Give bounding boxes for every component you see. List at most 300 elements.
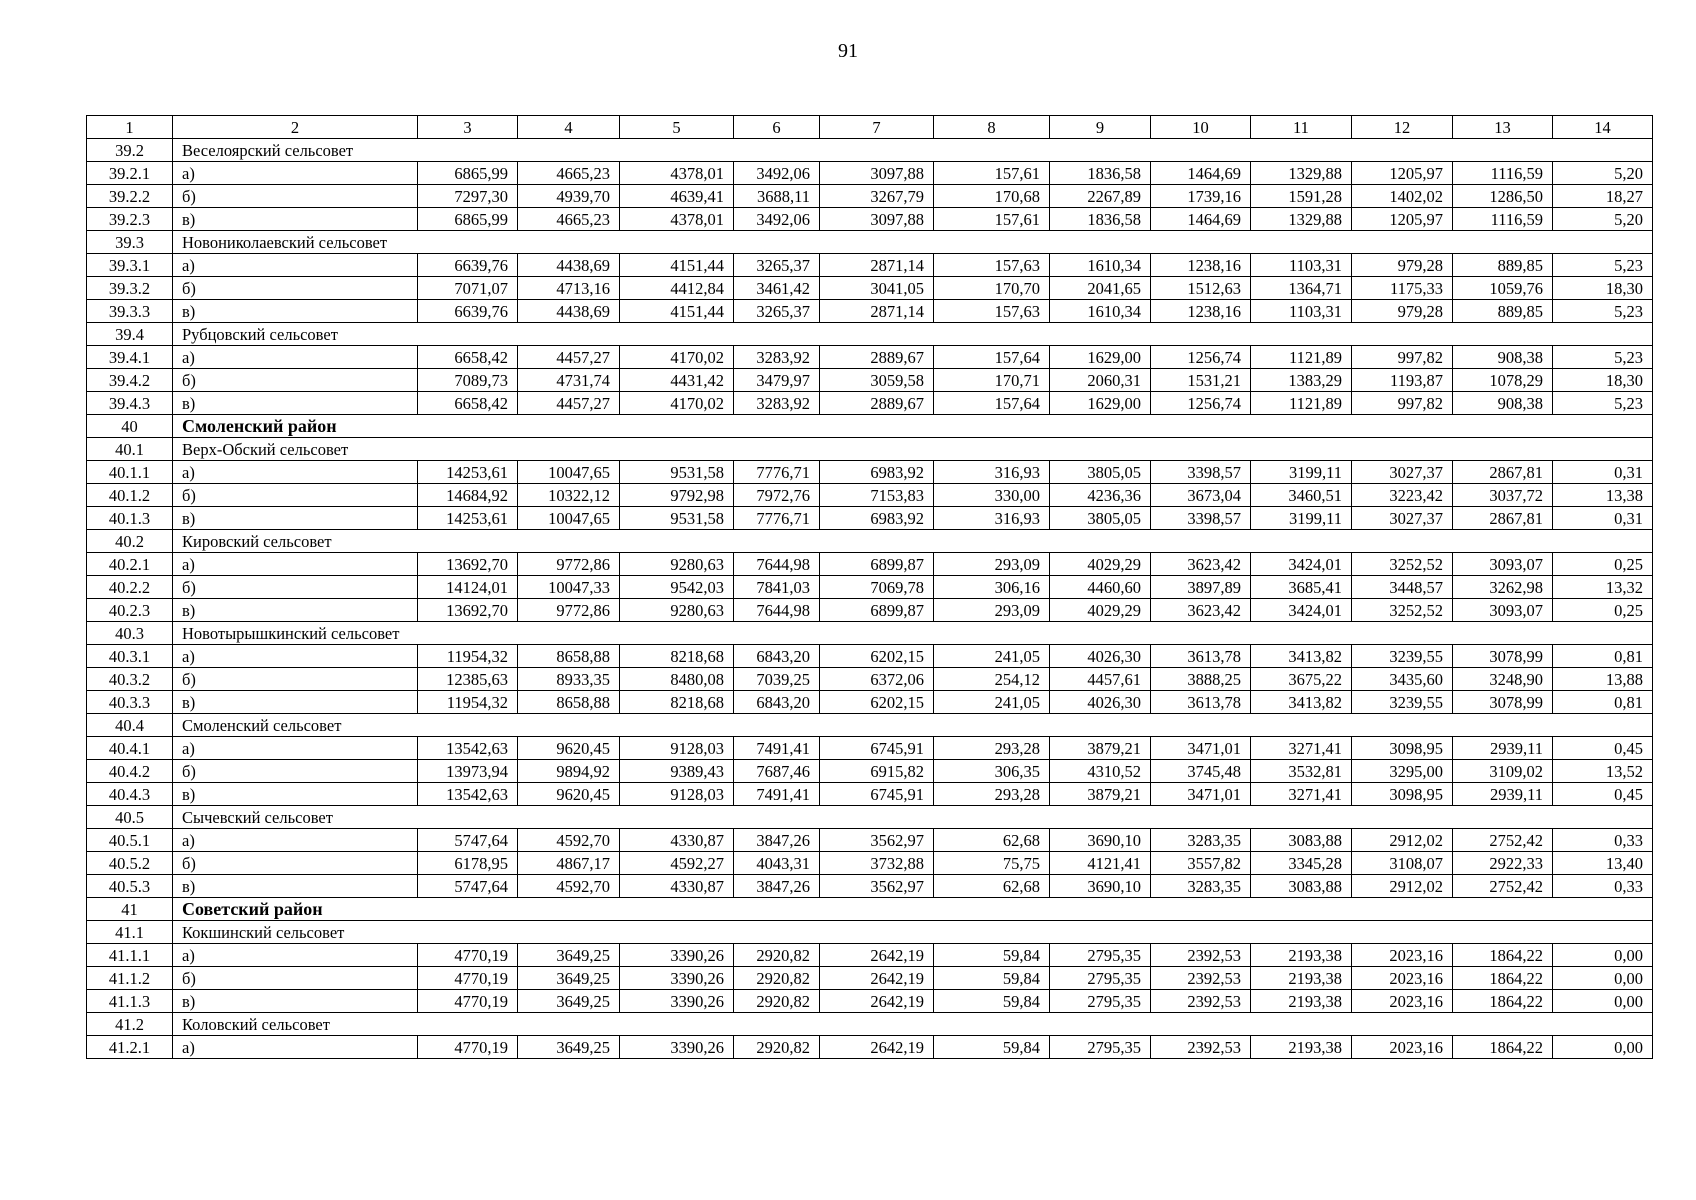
value-cell: 3688,11: [734, 185, 820, 208]
row-code: 39.2.1: [87, 162, 173, 185]
value-cell: 293,28: [934, 783, 1050, 806]
value-cell: 293,09: [934, 553, 1050, 576]
section-name: Веселоярский сельсовет: [173, 139, 1653, 162]
value-cell: 3649,25: [518, 990, 620, 1013]
value-cell: 3557,82: [1151, 852, 1251, 875]
value-cell: 2939,11: [1453, 737, 1553, 760]
section-name: Новотырышкинский сельсовет: [173, 622, 1653, 645]
value-cell: 3888,25: [1151, 668, 1251, 691]
page-number: 91: [838, 40, 858, 62]
value-cell: 1121,89: [1251, 346, 1352, 369]
value-cell: 3078,99: [1453, 691, 1553, 714]
row-code: 40.3: [87, 622, 173, 645]
value-cell: 4457,27: [518, 346, 620, 369]
value-cell: 3649,25: [518, 944, 620, 967]
column-header: 1: [87, 116, 173, 139]
value-cell: 10322,12: [518, 484, 620, 507]
value-cell: 2193,38: [1251, 990, 1352, 1013]
value-cell: 2060,31: [1050, 369, 1151, 392]
value-cell: 1059,76: [1453, 277, 1553, 300]
section-row: [87, 806, 1653, 829]
value-cell: 3271,41: [1251, 783, 1352, 806]
value-cell: 3390,26: [620, 944, 734, 967]
section-name: Новониколаевский сельсовет: [173, 231, 1653, 254]
value-cell: 3424,01: [1251, 553, 1352, 576]
value-cell: 1364,71: [1251, 277, 1352, 300]
value-cell: 2889,67: [820, 346, 934, 369]
value-cell: 9280,63: [620, 553, 734, 576]
value-cell: 2871,14: [820, 300, 934, 323]
value-cell: 0,45: [1553, 783, 1653, 806]
value-cell: 3562,97: [820, 875, 934, 898]
table-body: [87, 116, 1653, 1059]
value-cell: 2795,35: [1050, 967, 1151, 990]
value-cell: 9531,58: [620, 507, 734, 530]
section-name: Коловский сельсовет: [173, 1013, 1653, 1036]
value-cell: 4457,27: [518, 392, 620, 415]
row-label: в): [173, 990, 418, 1013]
section-row: [87, 139, 1653, 162]
value-cell: 9792,98: [620, 484, 734, 507]
row-code: 40.2: [87, 530, 173, 553]
value-cell: 9389,43: [620, 760, 734, 783]
value-cell: 7039,25: [734, 668, 820, 691]
value-cell: 6983,92: [820, 461, 934, 484]
value-cell: 2795,35: [1050, 1036, 1151, 1059]
value-cell: 4121,41: [1050, 852, 1151, 875]
value-cell: 4592,70: [518, 829, 620, 852]
value-cell: 2392,53: [1151, 1036, 1251, 1059]
value-cell: 7687,46: [734, 760, 820, 783]
value-cell: 3413,82: [1251, 645, 1352, 668]
value-cell: 2392,53: [1151, 944, 1251, 967]
value-cell: 3532,81: [1251, 760, 1352, 783]
value-cell: 18,30: [1553, 369, 1653, 392]
value-cell: 3239,55: [1352, 645, 1453, 668]
value-cell: 1103,31: [1251, 300, 1352, 323]
row-code: 39.3.2: [87, 277, 173, 300]
value-cell: 4460,60: [1050, 576, 1151, 599]
value-cell: 3239,55: [1352, 691, 1453, 714]
value-cell: 10047,65: [518, 507, 620, 530]
section-row: [87, 714, 1653, 737]
row-code: 39.2.3: [87, 208, 173, 231]
value-cell: 170,70: [934, 277, 1050, 300]
value-cell: 3252,52: [1352, 553, 1453, 576]
value-cell: 3471,01: [1151, 783, 1251, 806]
value-cell: 0,25: [1553, 599, 1653, 622]
value-cell: 5,23: [1553, 254, 1653, 277]
row-code: 40.5: [87, 806, 173, 829]
value-cell: 14124,01: [418, 576, 518, 599]
value-cell: 3109,02: [1453, 760, 1553, 783]
column-header: 7: [820, 116, 934, 139]
value-cell: 3673,04: [1151, 484, 1251, 507]
table-row: [87, 254, 1653, 277]
value-cell: 1864,22: [1453, 967, 1553, 990]
value-cell: 6899,87: [820, 553, 934, 576]
value-cell: 7972,76: [734, 484, 820, 507]
value-cell: 2867,81: [1453, 507, 1553, 530]
value-cell: 2267,89: [1050, 185, 1151, 208]
value-cell: 0,00: [1553, 944, 1653, 967]
value-cell: 3471,01: [1151, 737, 1251, 760]
value-cell: 2642,19: [820, 1036, 934, 1059]
value-cell: 4592,70: [518, 875, 620, 898]
value-cell: 3390,26: [620, 967, 734, 990]
section-name: Кокшинский сельсовет: [173, 921, 1653, 944]
value-cell: 3108,07: [1352, 852, 1453, 875]
value-cell: 6915,82: [820, 760, 934, 783]
value-cell: 241,05: [934, 691, 1050, 714]
value-cell: 4867,17: [518, 852, 620, 875]
section-row: [87, 1013, 1653, 1036]
value-cell: 4170,02: [620, 392, 734, 415]
value-cell: 1329,88: [1251, 208, 1352, 231]
value-cell: 9542,03: [620, 576, 734, 599]
value-cell: 3732,88: [820, 852, 934, 875]
row-label: б): [173, 277, 418, 300]
value-cell: 6372,06: [820, 668, 934, 691]
value-cell: 3649,25: [518, 967, 620, 990]
value-cell: 7491,41: [734, 737, 820, 760]
value-cell: 1610,34: [1050, 300, 1151, 323]
column-header: 14: [1553, 116, 1653, 139]
row-code: 40.2.2: [87, 576, 173, 599]
value-cell: 3675,22: [1251, 668, 1352, 691]
row-label: а): [173, 162, 418, 185]
value-cell: 3613,78: [1151, 645, 1251, 668]
row-label: б): [173, 576, 418, 599]
table-row: [87, 576, 1653, 599]
value-cell: 2642,19: [820, 967, 934, 990]
row-label: б): [173, 668, 418, 691]
value-cell: 9620,45: [518, 737, 620, 760]
value-cell: 1329,88: [1251, 162, 1352, 185]
table-row: [87, 599, 1653, 622]
column-header: 8: [934, 116, 1050, 139]
value-cell: 997,82: [1352, 346, 1453, 369]
value-cell: 4026,30: [1050, 691, 1151, 714]
value-cell: 4151,44: [620, 300, 734, 323]
row-code: 41: [87, 898, 173, 921]
value-cell: 0,00: [1553, 967, 1653, 990]
value-cell: 4378,01: [620, 162, 734, 185]
value-cell: 4731,74: [518, 369, 620, 392]
section-name: Сычевский сельсовет: [173, 806, 1653, 829]
value-cell: 1286,50: [1453, 185, 1553, 208]
row-code: 40.5.2: [87, 852, 173, 875]
district-row: [87, 898, 1653, 921]
value-cell: 18,27: [1553, 185, 1653, 208]
value-cell: 2642,19: [820, 990, 934, 1013]
value-cell: 7069,78: [820, 576, 934, 599]
value-cell: 18,30: [1553, 277, 1653, 300]
table-row: [87, 967, 1653, 990]
value-cell: 254,12: [934, 668, 1050, 691]
row-label: в): [173, 208, 418, 231]
row-code: 40.4.1: [87, 737, 173, 760]
value-cell: 3093,07: [1453, 599, 1553, 622]
value-cell: 4770,19: [418, 1036, 518, 1059]
value-cell: 3248,90: [1453, 668, 1553, 691]
value-cell: 3448,57: [1352, 576, 1453, 599]
row-label: б): [173, 185, 418, 208]
section-name: Смоленский сельсовет: [173, 714, 1653, 737]
row-code: 39.2.2: [87, 185, 173, 208]
value-cell: 6202,15: [820, 691, 934, 714]
value-cell: 1193,87: [1352, 369, 1453, 392]
value-cell: 5,23: [1553, 300, 1653, 323]
value-cell: 9772,86: [518, 599, 620, 622]
value-cell: 1610,34: [1050, 254, 1151, 277]
value-cell: 4043,31: [734, 852, 820, 875]
table-row: [87, 484, 1653, 507]
value-cell: 13,88: [1553, 668, 1653, 691]
value-cell: 3805,05: [1050, 507, 1151, 530]
value-cell: 157,63: [934, 300, 1050, 323]
row-code: 41.1: [87, 921, 173, 944]
table-row: [87, 507, 1653, 530]
table-row: [87, 162, 1653, 185]
column-header: 11: [1251, 116, 1352, 139]
value-cell: 1402,02: [1352, 185, 1453, 208]
value-cell: 6843,20: [734, 691, 820, 714]
table-row: [87, 461, 1653, 484]
value-cell: 3037,72: [1453, 484, 1553, 507]
value-cell: 908,38: [1453, 392, 1553, 415]
value-cell: 3879,21: [1050, 783, 1151, 806]
value-cell: 14684,92: [418, 484, 518, 507]
table-row: [87, 737, 1653, 760]
value-cell: 13692,70: [418, 599, 518, 622]
section-row: [87, 921, 1653, 944]
value-cell: 997,82: [1352, 392, 1453, 415]
tariff-table: [86, 115, 1653, 1059]
value-cell: 4412,84: [620, 277, 734, 300]
row-label: в): [173, 599, 418, 622]
value-cell: 4770,19: [418, 967, 518, 990]
value-cell: 157,61: [934, 162, 1050, 185]
value-cell: 2642,19: [820, 944, 934, 967]
value-cell: 59,84: [934, 1036, 1050, 1059]
value-cell: 2193,38: [1251, 944, 1352, 967]
value-cell: 2922,33: [1453, 852, 1553, 875]
value-cell: 3199,11: [1251, 461, 1352, 484]
table-row: [87, 208, 1653, 231]
value-cell: 3295,00: [1352, 760, 1453, 783]
section-name: Верх-Обский сельсовет: [173, 438, 1653, 461]
row-code: 40.2.3: [87, 599, 173, 622]
value-cell: 908,38: [1453, 346, 1553, 369]
table-row: [87, 875, 1653, 898]
value-cell: 170,68: [934, 185, 1050, 208]
row-label: в): [173, 507, 418, 530]
value-cell: 13973,94: [418, 760, 518, 783]
row-label: а): [173, 553, 418, 576]
value-cell: 2752,42: [1453, 829, 1553, 852]
value-cell: 6658,42: [418, 392, 518, 415]
value-cell: 316,93: [934, 507, 1050, 530]
value-cell: 241,05: [934, 645, 1050, 668]
value-cell: 3345,28: [1251, 852, 1352, 875]
value-cell: 5747,64: [418, 829, 518, 852]
table-row: [87, 369, 1653, 392]
value-cell: 9772,86: [518, 553, 620, 576]
value-cell: 3413,82: [1251, 691, 1352, 714]
value-cell: 3847,26: [734, 875, 820, 898]
column-header: 5: [620, 116, 734, 139]
row-label: в): [173, 875, 418, 898]
value-cell: 6843,20: [734, 645, 820, 668]
value-cell: 4592,27: [620, 852, 734, 875]
value-cell: 157,61: [934, 208, 1050, 231]
value-cell: 2193,38: [1251, 1036, 1352, 1059]
value-cell: 2920,82: [734, 1036, 820, 1059]
value-cell: 3623,42: [1151, 553, 1251, 576]
value-cell: 3097,88: [820, 162, 934, 185]
row-code: 39.4.1: [87, 346, 173, 369]
value-cell: 3562,97: [820, 829, 934, 852]
value-cell: 2193,38: [1251, 967, 1352, 990]
value-cell: 1383,29: [1251, 369, 1352, 392]
value-cell: 1464,69: [1151, 208, 1251, 231]
value-cell: 2023,16: [1352, 1036, 1453, 1059]
district-name: Советский район: [173, 898, 1653, 921]
value-cell: 0,45: [1553, 737, 1653, 760]
value-cell: 3424,01: [1251, 599, 1352, 622]
value-cell: 1121,89: [1251, 392, 1352, 415]
section-row: [87, 622, 1653, 645]
value-cell: 6658,42: [418, 346, 518, 369]
row-code: 40.4: [87, 714, 173, 737]
value-cell: 1103,31: [1251, 254, 1352, 277]
value-cell: 316,93: [934, 461, 1050, 484]
row-label: б): [173, 760, 418, 783]
column-header: 3: [418, 116, 518, 139]
value-cell: 2920,82: [734, 967, 820, 990]
value-cell: 3199,11: [1251, 507, 1352, 530]
row-label: б): [173, 852, 418, 875]
value-cell: 3745,48: [1151, 760, 1251, 783]
value-cell: 1205,97: [1352, 208, 1453, 231]
value-cell: 6865,99: [418, 162, 518, 185]
value-cell: 59,84: [934, 990, 1050, 1013]
column-header: 4: [518, 116, 620, 139]
value-cell: 4310,52: [1050, 760, 1151, 783]
value-cell: 13542,63: [418, 737, 518, 760]
value-cell: 2023,16: [1352, 967, 1453, 990]
value-cell: 3283,35: [1151, 875, 1251, 898]
value-cell: 3897,89: [1151, 576, 1251, 599]
row-code: 40.1.1: [87, 461, 173, 484]
value-cell: 2392,53: [1151, 967, 1251, 990]
section-row: [87, 231, 1653, 254]
value-cell: 1864,22: [1453, 990, 1553, 1013]
value-cell: 330,00: [934, 484, 1050, 507]
value-cell: 3398,57: [1151, 461, 1251, 484]
value-cell: 0,00: [1553, 1036, 1653, 1059]
value-cell: 8933,35: [518, 668, 620, 691]
section-row: [87, 438, 1653, 461]
value-cell: 10047,33: [518, 576, 620, 599]
value-cell: 3623,42: [1151, 599, 1251, 622]
value-cell: 3492,06: [734, 208, 820, 231]
table-row: [87, 553, 1653, 576]
value-cell: 979,28: [1352, 300, 1453, 323]
table-row: [87, 392, 1653, 415]
value-cell: 7841,03: [734, 576, 820, 599]
row-label: в): [173, 783, 418, 806]
value-cell: 1256,74: [1151, 392, 1251, 415]
value-cell: 11954,32: [418, 645, 518, 668]
value-cell: 293,09: [934, 599, 1050, 622]
value-cell: 8658,88: [518, 645, 620, 668]
district-name: Смоленский район: [173, 415, 1653, 438]
table-row: [87, 829, 1653, 852]
value-cell: 1464,69: [1151, 162, 1251, 185]
row-code: 39.4.2: [87, 369, 173, 392]
row-label: а): [173, 254, 418, 277]
value-cell: 4330,87: [620, 829, 734, 852]
value-cell: 7153,83: [820, 484, 934, 507]
value-cell: 157,64: [934, 392, 1050, 415]
value-cell: 1175,33: [1352, 277, 1453, 300]
header-row: [87, 116, 1653, 139]
column-header: 9: [1050, 116, 1151, 139]
column-header: 13: [1453, 116, 1553, 139]
value-cell: 4236,36: [1050, 484, 1151, 507]
value-cell: 2871,14: [820, 254, 934, 277]
row-code: 40.5.1: [87, 829, 173, 852]
value-cell: 1629,00: [1050, 392, 1151, 415]
value-cell: 2939,11: [1453, 783, 1553, 806]
value-cell: 2920,82: [734, 990, 820, 1013]
row-code: 39.3.1: [87, 254, 173, 277]
value-cell: 0,31: [1553, 461, 1653, 484]
row-code: 40.4.3: [87, 783, 173, 806]
column-header: 2: [173, 116, 418, 139]
value-cell: 3265,37: [734, 254, 820, 277]
value-cell: 13,32: [1553, 576, 1653, 599]
row-label: в): [173, 300, 418, 323]
value-cell: 5,23: [1553, 346, 1653, 369]
value-cell: 7644,98: [734, 599, 820, 622]
value-cell: 306,35: [934, 760, 1050, 783]
row-code: 40.1.2: [87, 484, 173, 507]
value-cell: 3098,95: [1352, 783, 1453, 806]
table-row: [87, 852, 1653, 875]
value-cell: 13,52: [1553, 760, 1653, 783]
value-cell: 10047,65: [518, 461, 620, 484]
value-cell: 2023,16: [1352, 990, 1453, 1013]
value-cell: 6178,95: [418, 852, 518, 875]
value-cell: 1078,29: [1453, 369, 1553, 392]
value-cell: 59,84: [934, 944, 1050, 967]
row-code: 41.1.3: [87, 990, 173, 1013]
row-code: 40.1.3: [87, 507, 173, 530]
value-cell: 4378,01: [620, 208, 734, 231]
table-row: [87, 300, 1653, 323]
table-row: [87, 760, 1653, 783]
value-cell: 3083,88: [1251, 829, 1352, 852]
value-cell: 1238,16: [1151, 300, 1251, 323]
value-cell: 3398,57: [1151, 507, 1251, 530]
row-code: 40.3.1: [87, 645, 173, 668]
value-cell: 4170,02: [620, 346, 734, 369]
value-cell: 3685,41: [1251, 576, 1352, 599]
value-cell: 4770,19: [418, 990, 518, 1013]
